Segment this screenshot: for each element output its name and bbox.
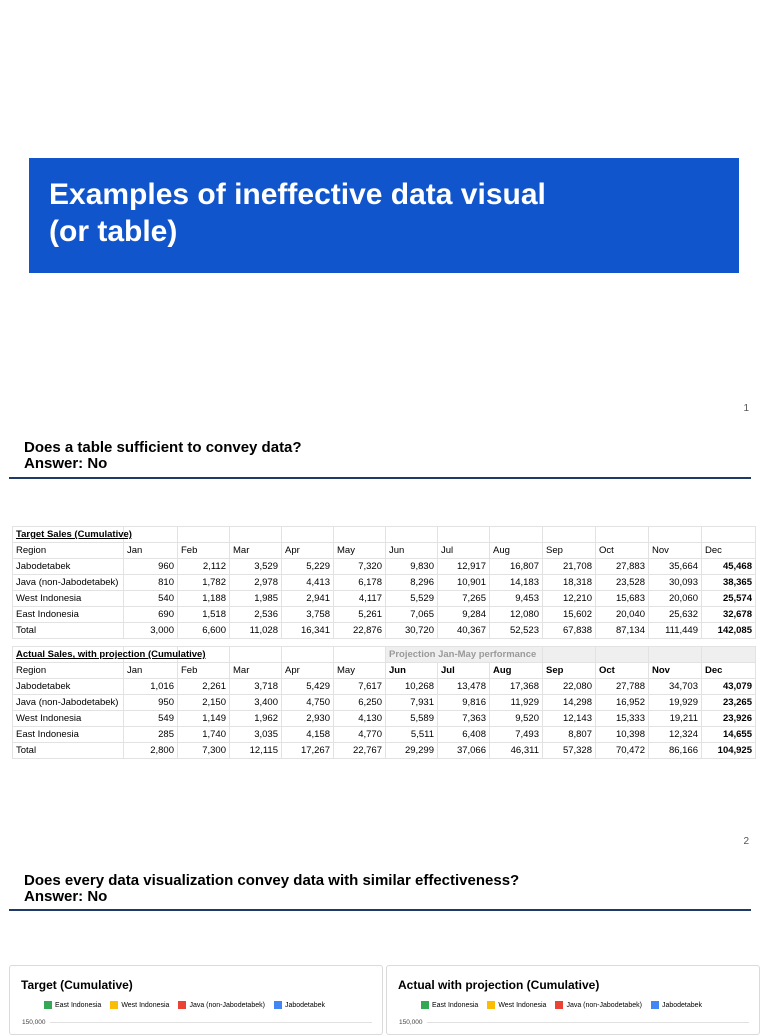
header-month: Jun	[386, 663, 438, 679]
header-month: Oct	[596, 663, 649, 679]
value-cell: 3,000	[124, 623, 178, 639]
value-cell: 22,080	[543, 679, 596, 695]
value-cell: 25,574	[702, 591, 756, 607]
value-cell: 15,333	[596, 711, 649, 727]
value-cell: 11,929	[490, 695, 543, 711]
value-cell: 34,703	[649, 679, 702, 695]
legend-swatch	[421, 1001, 429, 1009]
value-cell: 1,740	[178, 727, 230, 743]
value-cell: 3,529	[230, 559, 282, 575]
slide-2-answer: Answer: No	[24, 455, 108, 472]
slide-2-heading	[24, 440, 302, 472]
value-cell: 9,453	[490, 591, 543, 607]
value-cell: 3,718	[230, 679, 282, 695]
target-chart-legend	[44, 1001, 325, 1009]
value-cell: 2,261	[178, 679, 230, 695]
target-section-row	[13, 527, 756, 543]
value-cell: 690	[124, 607, 178, 623]
actual-chart-legend	[421, 1001, 702, 1009]
value-cell: 950	[124, 695, 178, 711]
value-cell: 1,782	[178, 575, 230, 591]
region-cell: West Indonesia	[13, 591, 124, 607]
slide-2-divider	[9, 477, 751, 479]
value-cell: 87,134	[596, 623, 649, 639]
value-cell: 17,267	[282, 743, 334, 759]
sales-table	[12, 526, 756, 759]
value-cell: 6,408	[438, 727, 490, 743]
header-month: Oct	[596, 543, 649, 559]
value-cell: 6,250	[334, 695, 386, 711]
value-cell: 4,158	[282, 727, 334, 743]
value-cell: 1,016	[124, 679, 178, 695]
value-cell: 142,085	[702, 623, 756, 639]
header-month: Sep	[543, 543, 596, 559]
actual-chart-card	[386, 965, 760, 1035]
header-month: Jul	[438, 543, 490, 559]
table-row	[13, 623, 756, 639]
header-month: Dec	[702, 663, 756, 679]
sales-spreadsheet	[12, 526, 755, 759]
value-cell: 104,925	[702, 743, 756, 759]
value-cell: 285	[124, 727, 178, 743]
header-month: Jun	[386, 543, 438, 559]
title-banner	[29, 158, 739, 273]
target-chart-title: Target (Cumulative)	[21, 978, 133, 992]
value-cell: 1,149	[178, 711, 230, 727]
value-cell: 5,511	[386, 727, 438, 743]
value-cell: 11,028	[230, 623, 282, 639]
slide-1	[0, 0, 768, 430]
value-cell: 3,758	[282, 607, 334, 623]
legend-label: West Indonesia	[498, 1001, 547, 1009]
legend-item	[421, 1001, 478, 1009]
value-cell: 5,229	[282, 559, 334, 575]
value-cell: 16,341	[282, 623, 334, 639]
value-cell: 10,268	[386, 679, 438, 695]
value-cell: 540	[124, 591, 178, 607]
table-row	[13, 591, 756, 607]
table-row	[13, 743, 756, 759]
value-cell: 12,324	[649, 727, 702, 743]
value-cell: 2,930	[282, 711, 334, 727]
value-cell: 9,284	[438, 607, 490, 623]
region-cell: Java (non-Jabodetabek)	[13, 695, 124, 711]
value-cell: 4,750	[282, 695, 334, 711]
value-cell: 2,536	[230, 607, 282, 623]
value-cell: 5,261	[334, 607, 386, 623]
header-month: Mar	[230, 543, 282, 559]
page-number-1: 1	[743, 403, 749, 414]
value-cell: 549	[124, 711, 178, 727]
legend-swatch	[110, 1001, 118, 1009]
value-cell: 35,664	[649, 559, 702, 575]
value-cell: 7,300	[178, 743, 230, 759]
value-cell: 20,040	[596, 607, 649, 623]
legend-swatch	[555, 1001, 563, 1009]
value-cell: 9,520	[490, 711, 543, 727]
header-month: Sep	[543, 663, 596, 679]
target-section-label: Target Sales (Cumulative)	[13, 527, 124, 543]
value-cell: 111,449	[649, 623, 702, 639]
legend-swatch	[274, 1001, 282, 1009]
actual-section-row	[13, 647, 756, 663]
value-cell: 38,365	[702, 575, 756, 591]
value-cell: 810	[124, 575, 178, 591]
value-cell: 5,589	[386, 711, 438, 727]
value-cell: 4,117	[334, 591, 386, 607]
value-cell: 17,368	[490, 679, 543, 695]
value-cell: 45,468	[702, 559, 756, 575]
table-row	[13, 559, 756, 575]
legend-swatch	[178, 1001, 186, 1009]
legend-swatch	[487, 1001, 495, 1009]
projection-label: Projection Jan-May performance	[386, 647, 543, 663]
value-cell: 52,523	[490, 623, 543, 639]
value-cell: 86,166	[649, 743, 702, 759]
value-cell: 14,655	[702, 727, 756, 743]
value-cell: 7,065	[386, 607, 438, 623]
legend-label: Java (non-Jabodetabek)	[189, 1001, 265, 1009]
actual-section-label: Actual Sales, with projection (Cumulative)	[13, 647, 124, 663]
value-cell: 30,093	[649, 575, 702, 591]
header-month: May	[334, 663, 386, 679]
value-cell: 40,367	[438, 623, 490, 639]
value-cell: 2,978	[230, 575, 282, 591]
header-month: Apr	[282, 543, 334, 559]
legend-swatch	[44, 1001, 52, 1009]
value-cell: 7,493	[490, 727, 543, 743]
value-cell: 5,429	[282, 679, 334, 695]
legend-label: West Indonesia	[121, 1001, 170, 1009]
value-cell: 5,529	[386, 591, 438, 607]
value-cell: 7,363	[438, 711, 490, 727]
table-row	[13, 727, 756, 743]
table-row	[13, 607, 756, 623]
region-cell: Jabodetabek	[13, 679, 124, 695]
header-month: Jan	[124, 663, 178, 679]
header-month: Nov	[649, 543, 702, 559]
header-month: Feb	[178, 543, 230, 559]
value-cell: 12,210	[543, 591, 596, 607]
value-cell: 21,708	[543, 559, 596, 575]
value-cell: 4,413	[282, 575, 334, 591]
value-cell: 22,876	[334, 623, 386, 639]
value-cell: 8,807	[543, 727, 596, 743]
header-month: Jul	[438, 663, 490, 679]
actual-chart-gridline	[427, 1022, 749, 1023]
table-row	[13, 711, 756, 727]
value-cell: 12,917	[438, 559, 490, 575]
value-cell: 15,683	[596, 591, 649, 607]
header-month: Jan	[124, 543, 178, 559]
actual-chart-title: Actual with projection (Cumulative)	[398, 978, 600, 992]
value-cell: 20,060	[649, 591, 702, 607]
value-cell: 960	[124, 559, 178, 575]
header-month: Dec	[702, 543, 756, 559]
value-cell: 37,066	[438, 743, 490, 759]
slide-3-answer: Answer: No	[24, 888, 108, 905]
legend-item	[178, 1001, 265, 1009]
table-row	[13, 575, 756, 591]
value-cell: 6,178	[334, 575, 386, 591]
region-cell: East Indonesia	[13, 727, 124, 743]
page-number-2: 2	[743, 836, 749, 847]
header-month: Nov	[649, 663, 702, 679]
legend-label: East Indonesia	[432, 1001, 479, 1009]
value-cell: 7,320	[334, 559, 386, 575]
value-cell: 7,931	[386, 695, 438, 711]
value-cell: 18,318	[543, 575, 596, 591]
slide-title-line-1: Examples of ineffective data visual	[49, 178, 546, 211]
value-cell: 4,130	[334, 711, 386, 727]
actual-chart-ytick: 150,000	[399, 1019, 423, 1026]
target-header-row	[13, 543, 756, 559]
value-cell: 7,265	[438, 591, 490, 607]
region-cell: East Indonesia	[13, 607, 124, 623]
value-cell: 8,296	[386, 575, 438, 591]
legend-label: Java (non-Jabodetabek)	[566, 1001, 642, 1009]
value-cell: 15,602	[543, 607, 596, 623]
value-cell: 10,398	[596, 727, 649, 743]
value-cell: 3,035	[230, 727, 282, 743]
value-cell: 16,807	[490, 559, 543, 575]
target-chart-card	[9, 965, 383, 1035]
legend-label: Jabodetabek	[661, 1001, 703, 1009]
value-cell: 23,926	[702, 711, 756, 727]
header-month: Aug	[490, 543, 543, 559]
value-cell: 4,770	[334, 727, 386, 743]
region-cell: Total	[13, 743, 124, 759]
value-cell: 2,941	[282, 591, 334, 607]
header-region: Region	[13, 663, 124, 679]
value-cell: 1,188	[178, 591, 230, 607]
header-month: Feb	[178, 663, 230, 679]
value-cell: 25,632	[649, 607, 702, 623]
value-cell: 27,788	[596, 679, 649, 695]
region-cell: Total	[13, 623, 124, 639]
legend-item	[274, 1001, 325, 1009]
header-region: Region	[13, 543, 124, 559]
target-chart-gridline	[50, 1022, 372, 1023]
region-cell: Jabodetabek	[13, 559, 124, 575]
value-cell: 14,183	[490, 575, 543, 591]
value-cell: 29,299	[386, 743, 438, 759]
value-cell: 57,328	[543, 743, 596, 759]
legend-item	[44, 1001, 101, 1009]
legend-item	[487, 1001, 546, 1009]
legend-item	[110, 1001, 169, 1009]
region-cell: West Indonesia	[13, 711, 124, 727]
value-cell: 22,767	[334, 743, 386, 759]
value-cell: 6,600	[178, 623, 230, 639]
value-cell: 23,265	[702, 695, 756, 711]
legend-label: Jabodetabek	[284, 1001, 326, 1009]
value-cell: 9,830	[386, 559, 438, 575]
legend-swatch	[651, 1001, 659, 1009]
value-cell: 30,720	[386, 623, 438, 639]
value-cell: 16,952	[596, 695, 649, 711]
value-cell: 12,080	[490, 607, 543, 623]
header-month: Aug	[490, 663, 543, 679]
value-cell: 12,115	[230, 743, 282, 759]
header-month: May	[334, 543, 386, 559]
value-cell: 67,838	[543, 623, 596, 639]
slide-2-question: Does a table sufficient to convey data?	[24, 439, 302, 456]
value-cell: 13,478	[438, 679, 490, 695]
slide-title-line-2: (or table)	[49, 215, 178, 248]
value-cell: 43,079	[702, 679, 756, 695]
target-chart-ytick: 150,000	[22, 1019, 46, 1026]
value-cell: 10,901	[438, 575, 490, 591]
value-cell: 14,298	[543, 695, 596, 711]
value-cell: 70,472	[596, 743, 649, 759]
header-month: Mar	[230, 663, 282, 679]
slide-3-question: Does every data visualization convey data with similar effectiveness?	[24, 872, 520, 889]
value-cell: 23,528	[596, 575, 649, 591]
value-cell: 32,678	[702, 607, 756, 623]
slide-3-heading	[24, 873, 519, 905]
value-cell: 2,150	[178, 695, 230, 711]
value-cell: 9,816	[438, 695, 490, 711]
table-row	[13, 695, 756, 711]
legend-label: East Indonesia	[55, 1001, 102, 1009]
slide-3-divider	[9, 909, 751, 911]
value-cell: 19,211	[649, 711, 702, 727]
value-cell: 2,800	[124, 743, 178, 759]
value-cell: 1,962	[230, 711, 282, 727]
value-cell: 1,985	[230, 591, 282, 607]
value-cell: 27,883	[596, 559, 649, 575]
value-cell: 3,400	[230, 695, 282, 711]
table-row	[13, 679, 756, 695]
header-month: Apr	[282, 663, 334, 679]
value-cell: 2,112	[178, 559, 230, 575]
value-cell: 46,311	[490, 743, 543, 759]
value-cell: 12,143	[543, 711, 596, 727]
legend-item	[555, 1001, 642, 1009]
legend-item	[651, 1001, 702, 1009]
value-cell: 1,518	[178, 607, 230, 623]
value-cell: 7,617	[334, 679, 386, 695]
actual-header-row	[13, 663, 756, 679]
region-cell: Java (non-Jabodetabek)	[13, 575, 124, 591]
value-cell: 19,929	[649, 695, 702, 711]
